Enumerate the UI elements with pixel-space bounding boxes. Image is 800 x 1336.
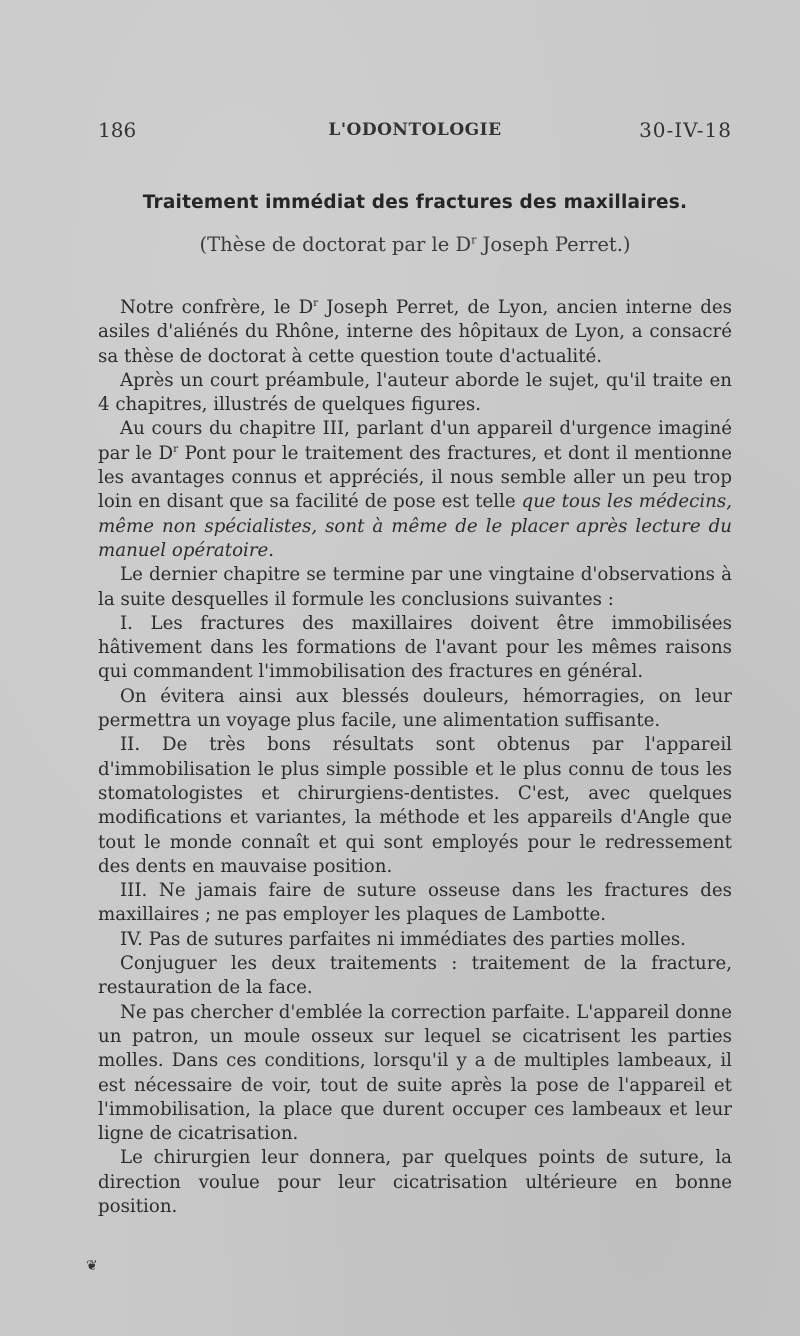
- paragraph: Notre confrère, le $D^r$ Joseph Perret, de Lyon, ancien interne des asiles d'aliénés du Rhône, interne des hôpitaux de Lyon, a consacré sa thèse de doctorat à cette question toute d'actualité.: [98, 296, 732, 367]
- journal-title: L'ODONTOLOGIE: [328, 120, 502, 140]
- paragraph: Au cours du chapitre III, parlant d'un appareil d'urgence imaginé par le $D^r$ Pont pour le traitement des fractures, et dont il mentionne les avantages connus et appréciés, il nous semble aller un peu trop loin en disant que sa facilité de pose est telle que tous les médecins, même non spécialistes, sont à même de le placer après lecture du manuel opératoire.: [98, 418, 733, 561]
- conclusion-2: II. De très bons résultats sont obtenus par l'appareil d'immobilisation le plus simple possible et le plus connu de tous les stomatologistes et chirurgiens-dentistes. C'est, avec quelques modifications et variantes, la méthode et les appareils d'Angle que tout le monde connaît et qui sont employés pour le redressement des dents en mauvaise position.: [98, 734, 732, 877]
- paragraph: On évitera ainsi aux blessés douleurs, hémorragies, on leur permettra un voyage plus facile, une alimentation suffisante.: [98, 685, 732, 732]
- italic-quote: que tous les médecins, même non spécialistes, sont à même de le placer après lecture du manuel opératoire.: [98, 491, 732, 561]
- issue-date: 30-IV-18: [639, 118, 732, 142]
- article-subtitle: (Thèse de doctorat par le $D^r$ Joseph Perret.): [199, 233, 631, 256]
- paragraph: Après un court préambule, l'auteur aborde le sujet, qu'il traite en 4 chapitres, illustrés de quelques figures.: [98, 369, 732, 416]
- ornament-icon: ❦: [86, 1258, 98, 1274]
- conclusion-4: IV. Pas de sutures parfaites ni immédiates des parties molles.: [120, 928, 686, 950]
- page-number: 186: [98, 118, 137, 142]
- paragraph: Conjuguer les deux traitements : traitement de la fracture, restauration de la face.: [98, 953, 732, 999]
- running-header: [98, 118, 732, 148]
- article-title: Traitement immédiat des fractures des maxillaires.: [142, 192, 688, 213]
- paragraph: Ne pas chercher d'emblée la correction parfaite. L'appareil donne un patron, un moule osseux sur lequel se cicatrisent les parties molles. Dans ces conditions, lorsqu'il y a de multiples lambeaux, il est nécessaire de voir, tout de suite après la pose de l'appareil et l'immobilisation, la place que durent occuper ces lambeaux et leur ligne de cicatrisation.: [98, 1001, 732, 1145]
- paragraph: Le chirurgien leur donnera, par quelques points de suture, la direction voulue pour leur cicatrisation ultérieure en bonne position.: [98, 1147, 732, 1217]
- article-body: [98, 296, 732, 1219]
- conclusion-3: III. Ne jamais faire de suture osseuse dans les fractures des maxillaires ; ne pas employer les plaques de Lambotte.: [98, 880, 732, 926]
- conclusion-1: I. Les fractures des maxillaires doivent être immobilisées hâtivement dans les formations de l'avant pour les mêmes raisons qui commandent l'immobilisation des fractures en général.: [98, 612, 732, 683]
- paragraph: Le dernier chapitre se termine par une vingtaine d'observations à la suite desquelles il formule les conclusions suivantes :: [98, 564, 732, 610]
